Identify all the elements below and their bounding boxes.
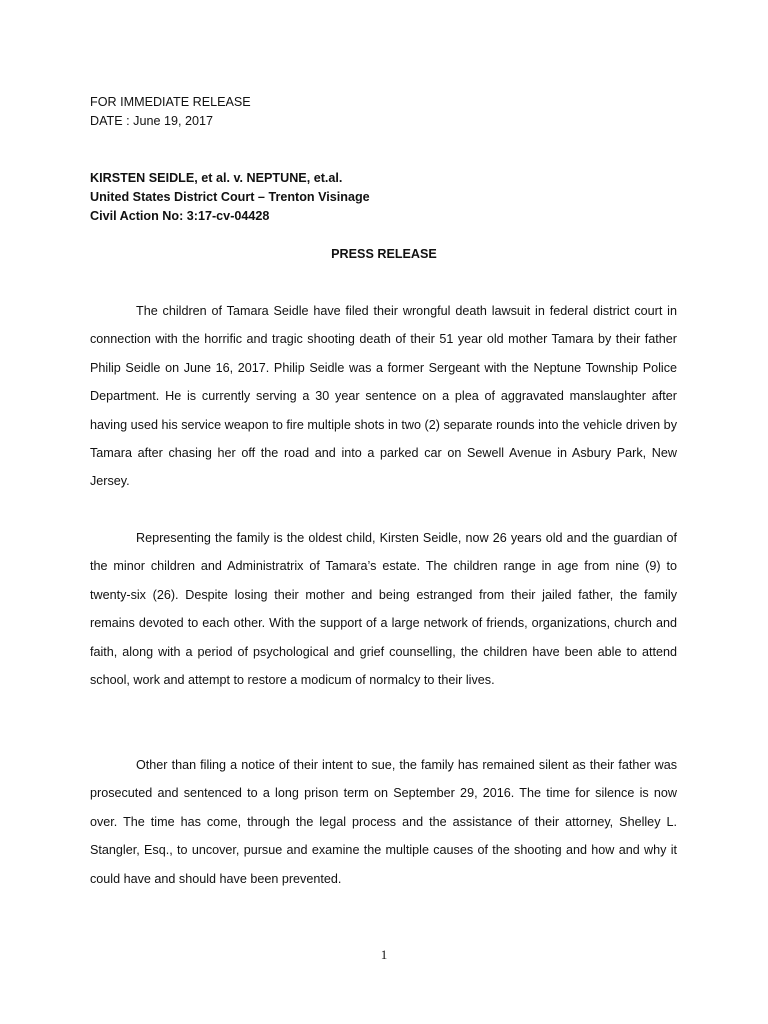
page-number: 1 <box>380 947 388 962</box>
release-line: FOR IMMEDIATE RELEASE <box>90 95 251 109</box>
release-header <box>90 93 690 131</box>
body-paragraph: Other than filing a notice of their intent to sue, the family has remained silent as their father was prosecuted and sentenced to a long prison term on September 29, 2016. The time for silence is now over. The time has come, through the legal process and the assistance of their attorney, Shelley L. Stangler, Esq., to uncover, pursue and examine the multiple causes of the shooting and how and why it could have and should have been prevented. <box>90 758 677 886</box>
case-court: United States District Court – Trenton Visinage <box>90 190 370 204</box>
civil-action-number: Civil Action No: 3:17-cv-04428 <box>90 209 270 223</box>
body-paragraph: Representing the family is the oldest child, Kirsten Seidle, now 26 years old and the guardian of the minor children and Administratrix of Tamara’s estate. The children range in age from nine (9) to twenty-six (26). Despite losing their mother and being estranged from their jailed father, the family remains devoted to each other. With the support of a large network of friends, organizations, church and faith, along with a period of psychological and grief counselling, the children have been able to attend school, work and attempt to restore a modicum of normalcy to their lives. <box>90 531 677 688</box>
document-title: PRESS RELEASE <box>331 247 437 261</box>
body-paragraph: The children of Tamara Seidle have filed their wrongful death lawsuit in federal district court in connection with the horrific and tragic shooting death of their 51 year old mother Tamara by their father Philip Seidle on June 16, 2017. Philip Seidle was a former Sergeant with the Neptune Township Police Department. He is currently serving a 30 year sentence on a plea of aggravated manslaughter after having used his service weapon to fire multiple shots in two (2) separate rounds into the vehicle driven by Tamara after chasing her off the road and into a parked car on Sewell Avenue in Asbury Park, New Jersey. <box>90 304 677 489</box>
release-date: DATE : June 19, 2017 <box>90 114 213 128</box>
case-parties: KIRSTEN SEIDLE, et al. v. NEPTUNE, et.al. <box>90 171 343 185</box>
case-caption <box>90 169 690 226</box>
